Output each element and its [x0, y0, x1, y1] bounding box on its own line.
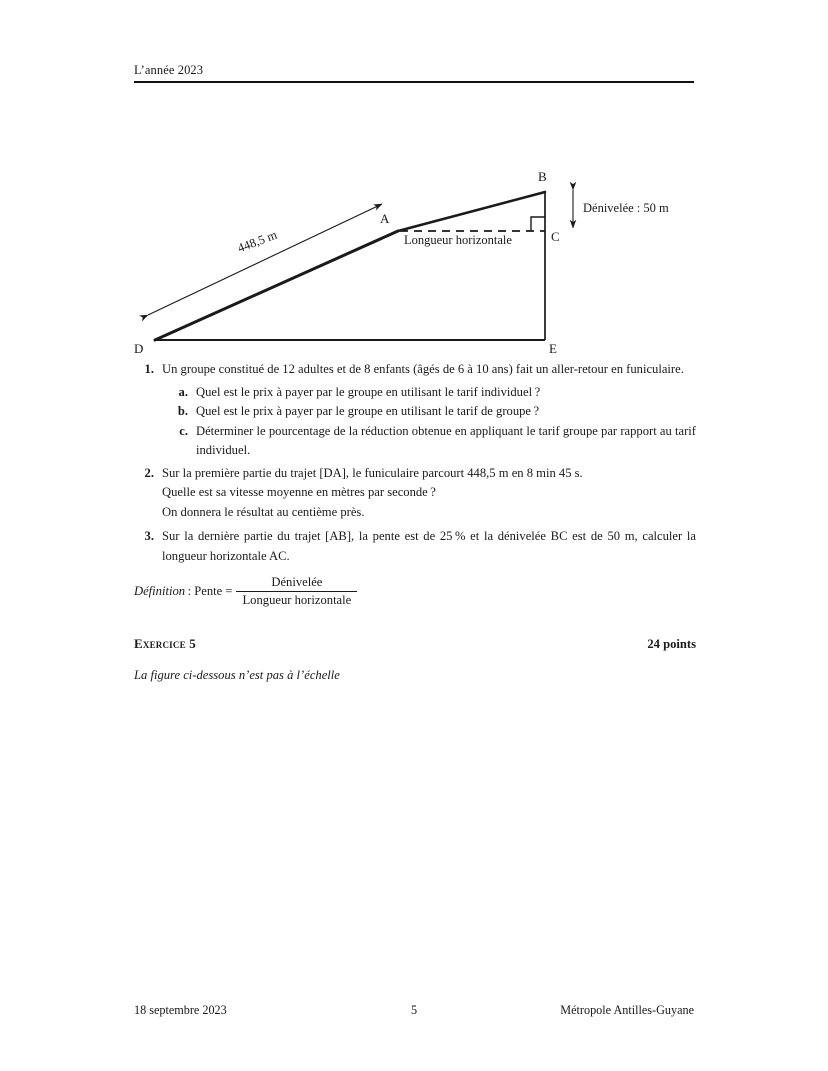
point-label-B: B [538, 169, 547, 184]
header-rule [134, 81, 694, 83]
definition-word: Définition [134, 583, 186, 598]
question-text-1c: Déterminer le pourcentage de la réduction obtenue en appliquant le tarif groupe par rapport au tarif individuel. [196, 423, 696, 457]
diagram-svg [0, 150, 828, 370]
question-1-subitems [134, 383, 696, 461]
pente-fraction [236, 575, 357, 608]
longueur-horizontale-label: Longueur horizontale [404, 233, 512, 247]
point-label-A: A [380, 211, 390, 226]
question-item-1a [134, 383, 696, 403]
question-text-2 [162, 464, 696, 523]
dimension-arrow-DA [148, 204, 382, 315]
question-number-1b: b. [177, 404, 188, 418]
point-label-C: C [551, 229, 560, 244]
right-angle-marker-C [531, 217, 545, 231]
question-number-1c: c. [179, 423, 188, 438]
question-text-1a: Quel est le prix à payer par le groupe en utilisant le tarif individuel ? [196, 384, 541, 399]
segment-DA [155, 227, 398, 340]
footer-page-number: 5 [410, 1003, 418, 1017]
funicular-diagram [0, 150, 828, 370]
point-label-E: E [549, 341, 557, 356]
definition-block [134, 575, 696, 608]
question-item-3 [134, 527, 696, 566]
exercise-title: Exercice 5 [134, 636, 196, 652]
fraction-numerator: Dénivelée [271, 575, 323, 589]
question-number-1a: a. [178, 384, 188, 399]
question-text-2-line-1: Sur la première partie du trajet [DA], le funiculaire parcourt 448,5 m en 8 min 45 s. [162, 465, 583, 480]
denivelee-label: Dénivelée : 50 m [583, 201, 669, 215]
question-number-3: 3. [144, 529, 154, 543]
question-text-2-line-2: Quelle est sa vitesse moyenne en mètres par seconde ? [162, 485, 436, 499]
fraction-denominator: Longueur horizontale [242, 593, 352, 608]
exercise-heading [134, 634, 696, 655]
question-text-2-line-3: On donnera le résultat au centième près. [162, 504, 365, 519]
question-item-1b [134, 402, 696, 422]
header-title: L’année 2023 [134, 63, 204, 77]
question-item-1c [134, 422, 696, 461]
question-number-2: 2. [144, 465, 154, 480]
question-text-3: Sur la dernière partie du trajet [AB], la pente est de 25 % et la dénivelée BC est de 50 m, calculer la longueur horizontale AC. [162, 529, 696, 563]
question-text-1b: Quel est le prix à payer par le groupe en utilisant le tarif de groupe ? [196, 404, 540, 418]
page-header [134, 62, 694, 83]
definition-lead: : Pente = [185, 583, 233, 598]
question-item-1 [134, 360, 696, 380]
point-label-D: D [134, 341, 144, 356]
footer-date: 18 septembre 2023 [134, 1003, 227, 1017]
page-footer [134, 1003, 694, 1018]
segment-AB [398, 192, 545, 231]
exercise-body [134, 360, 696, 685]
question-number-1: 1. [144, 362, 154, 376]
footer-source: Métropole Antilles-Guyane [560, 1003, 694, 1017]
exercise-points: 24 points [647, 637, 696, 652]
exercise-note: La figure ci-dessous n’est pas à l’échelle [134, 667, 340, 682]
distance-label: 448,5 m [235, 227, 279, 256]
question-item-2 [134, 464, 696, 523]
question-text-1: Un groupe constitué de 12 adultes et de 8 enfants (âgés de 6 à 10 ans) fait un aller-retour en funiculaire. [162, 362, 684, 376]
